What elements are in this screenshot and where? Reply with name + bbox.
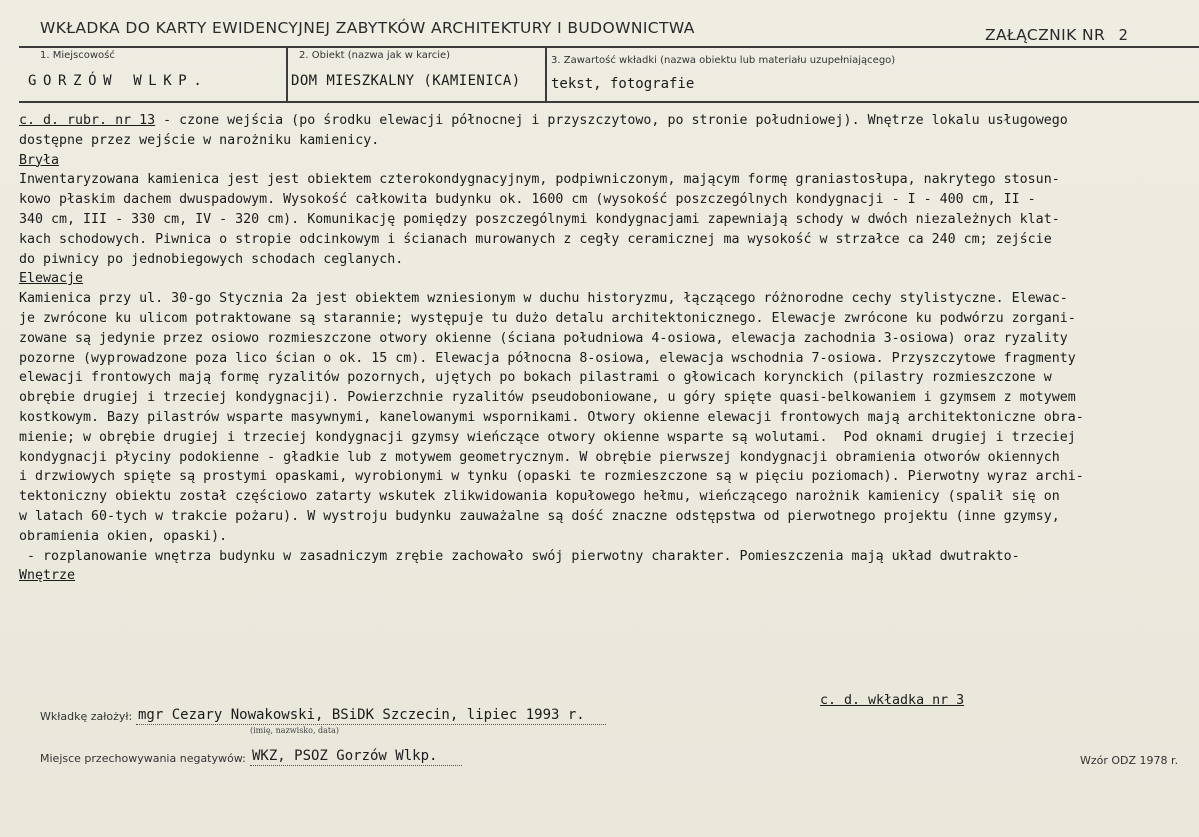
heading-elewacje: Elewacje <box>19 271 84 287</box>
text-line: pozorne (wyprowadzone poza lico ścian o ok. 15 cm). Elewacja północna 8-osiowa, elewacja wschodnia 7-osiowa. Przyszczytowe fragmenty <box>19 350 1076 366</box>
author-dotted-line <box>136 724 606 725</box>
text-line: tektoniczny obiektu został częściowo zatarty wskutek zlikwidowania kopułowego hełmu, wieńczącego narożnik kamienicy (spalił się on <box>19 489 1060 505</box>
header-top-rule <box>19 46 1199 48</box>
text-line: kowo płaskim dachem dwuspadowym. Wysokość całkowita budynku ok. 1600 cm (wysokość poszczególnych kondygnacji - I - 400 cm, II - <box>19 192 1036 208</box>
text-line: obramienia okien, opaski). <box>19 528 228 544</box>
place-value: GORZÓW WLKP. <box>28 73 209 89</box>
author-value: mgr Cezary Nowakowski, BSiDK Szczecin, lipiec 1993 r. <box>138 707 585 723</box>
text-line: 340 cm, III - 330 cm, IV - 320 cm). Komunikację pomiędzy poszczególnymi kondygnacjami zapewniają schody w dwóch niezależnych klat- <box>19 211 1060 227</box>
continued-note: c. d. wkładka nr 3 <box>820 693 965 708</box>
annex-label <box>985 26 1128 44</box>
author-label: Wkładkę założył: <box>40 710 133 723</box>
text-line: obrębie drugiej i trzeciej kondygnacji). Powierzchnie ryzalitów pseudoboniowane, u góry spięte quasi-belkowaniem i gzymsem z motywem <box>19 390 1076 406</box>
storage-dotted-line <box>250 765 462 766</box>
heading-bryla: Bryła <box>19 152 60 168</box>
text-line: zowane są jedynie przez osiowo rozmieszczone otwory okienne (ściana południowa 4-osiowa, elewacja zachodnia 3-osiowa) oraz ryzality <box>19 330 1068 346</box>
text-line: kach schodowych. Piwnica o stropie odcinkowym i ścianach murowanych z cegły ceramicznej ma wysokość w strzałce ca 240 cm; zejście <box>19 231 1052 247</box>
text-line: kostkowym. Bazy pilastrów wsparte masywnymi, kanelowanymi wspornikami. Otwory okienne elewacji frontowych mają architektoniczne obra- <box>19 409 1084 425</box>
continuation-ref: c. d. rubr. nr 13 <box>19 113 156 128</box>
text-line: mienie; w obrębie drugiej i trzeciej kondygnacji gzymsy wieńczące otwory okienne wsparte są wolutami. Pod oknami drugiej i trzeciej <box>19 429 1076 445</box>
object-value: DOM MIESZKALNY (KAMIENICA) <box>291 73 521 89</box>
author-hint: (imię, nazwisko, data) <box>250 726 340 735</box>
text-line: elewacji frontowych mają formę ryzalitów pozornych, ujętych po bokach pilastrami o głowicach korynckich (pilastry rozmieszczone w <box>19 370 1052 386</box>
content-label: 3. Zawartość wkładki (nazwa obiektu lub materiału uzupełniającego) <box>551 55 896 66</box>
text-line <box>19 566 1199 586</box>
text-line: Kamienica przy ul. 30-go Stycznia 2a jest obiektem wzniesionym w duchu historyzmu, łączącego różnorodne cechy stylistyczne. Elewac- <box>19 291 1068 307</box>
storage-label: Miejsce przechowywania negatywów: <box>40 752 246 765</box>
text-line: i drzwiowych spięte są prostymi opaskami, wyrobionymi w tynku (opaski te rozmieszczone są w pięciu poziomach). Pierwotny wyraz archi- <box>19 469 1084 485</box>
field-divider-2 <box>545 46 547 102</box>
text-line: w latach 60-tych w trakcie pożaru). W wystroju budynku zauważalne są dość znaczne odstępstwa od pierwotnego projektu (inne gzymsy, <box>19 508 1060 524</box>
storage-value: WKZ, PSOZ Gorzów Wlkp. <box>252 748 438 764</box>
object-label: 2. Obiekt (nazwa jak w karcie) <box>299 50 451 61</box>
content-value: tekst, fotografie <box>551 76 695 92</box>
description-text <box>19 111 1199 586</box>
field-divider-1 <box>286 46 288 102</box>
heading-wnetrze: Wnętrze <box>19 568 76 584</box>
text-line: - rozplanowanie wnętrza budynku w zasadniczym zrębie zachowało swój pierwotny charakter. Pomieszczenia mają układ dwutrakto- <box>19 548 1020 564</box>
text-line: c. d. rubr. nr 13 - czone wejścia (po środku elewacji północnej i przyszczytowo, po stronie południowej). Wnętrze lokalu usługowego <box>19 113 1068 128</box>
annex-text: ZAŁĄCZNIK NR <box>985 26 1106 44</box>
text-line: kondygnacji płyciny podokienne - gładkie lub z motywem geometrycznym. W obrębie pierwszej kondygnacji obramienia otworów okiennych <box>19 449 1060 465</box>
header-bottom-rule <box>19 101 1199 103</box>
annex-number: 2 <box>1118 26 1129 44</box>
text-line: dostępne przez wejście w narożniku kamienicy. <box>19 132 380 148</box>
text-line: je zwrócone ku ulicom potraktowane są starannie; występuje tu dużo detalu architektonicznego. Elewacje zwrócone ku podwórzu zorgani- <box>19 310 1076 326</box>
form-title: WKŁADKA DO KARTY EWIDENCYJNEJ ZABYTKÓW ARCHITEKTURY I BUDOWNICTWA <box>40 19 695 37</box>
form-reference: Wzór ODZ 1978 r. <box>1080 754 1179 767</box>
text-line: Inwentaryzowana kamienica jest jest obiektem czterokondygnacyjnym, podpiwniczonym, mającym formę graniastosłupa, nakrytego stosun- <box>19 172 1060 188</box>
text-line: do piwnicy po jednobiegowych schodach ceglanych. <box>19 251 404 267</box>
place-label: 1. Miejscowość <box>40 50 115 61</box>
